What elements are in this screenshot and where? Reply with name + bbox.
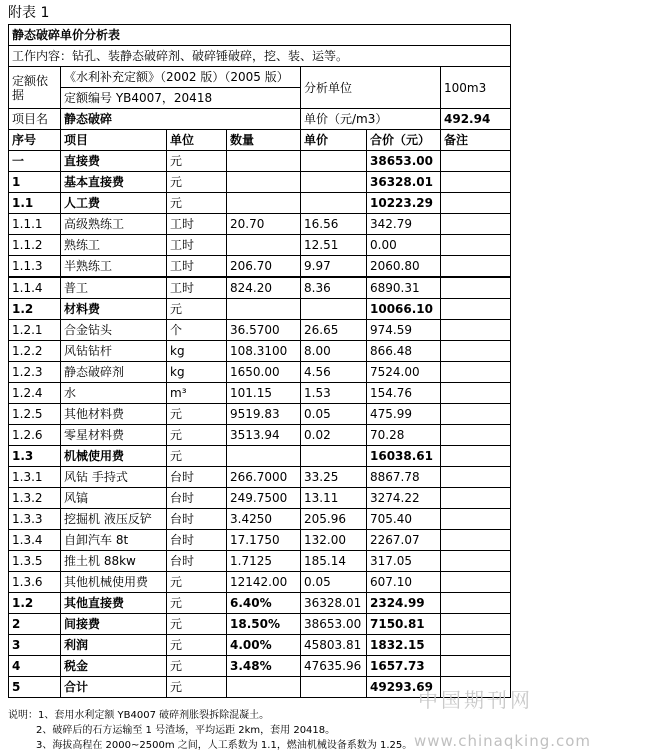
row-total: 8867.78 <box>367 467 441 488</box>
row-unit: 元 <box>167 446 227 467</box>
unit-price-value: 492.94 <box>441 109 511 130</box>
row-qty: 1.7125 <box>227 551 301 572</box>
row-price: 185.14 <box>301 551 367 572</box>
row-remark <box>441 467 511 488</box>
header-remark: 备注 <box>441 130 511 151</box>
row-no: 1.3.5 <box>9 551 61 572</box>
row-qty: 20.70 <box>227 214 301 235</box>
row-unit: 台时 <box>167 530 227 551</box>
row-no: 4 <box>9 656 61 677</box>
row-total: 317.05 <box>367 551 441 572</box>
work-content: 工作内容：钻孔、装静态破碎剂、破碎锤破碎，挖、装、运等。 <box>9 46 511 67</box>
table-row <box>9 383 511 404</box>
row-price: 0.05 <box>301 404 367 425</box>
row-item: 合计 <box>61 677 167 698</box>
row-item: 风钻 手持式 <box>61 467 167 488</box>
row-no: 1.2.3 <box>9 362 61 383</box>
row-unit: 工时 <box>167 235 227 256</box>
row-remark <box>441 151 511 172</box>
row-unit: 台时 <box>167 488 227 509</box>
row-total: 10223.29 <box>367 193 441 214</box>
row-price <box>301 677 367 698</box>
row-remark <box>441 277 511 299</box>
row-price: 33.25 <box>301 467 367 488</box>
row-item: 推土机 88kw <box>61 551 167 572</box>
row-price: 4.56 <box>301 362 367 383</box>
row-unit: 元 <box>167 677 227 698</box>
row-no: 1.2.2 <box>9 341 61 362</box>
row-unit: 台时 <box>167 467 227 488</box>
row-no: 1.1.2 <box>9 235 61 256</box>
row-remark <box>441 635 511 656</box>
row-qty: 1650.00 <box>227 362 301 383</box>
caption: 附表 1 <box>8 5 50 21</box>
row-price: 0.02 <box>301 425 367 446</box>
row-total: 2324.99 <box>367 593 441 614</box>
row-remark <box>441 656 511 677</box>
row-no: 1.1.4 <box>9 277 61 299</box>
row-remark <box>441 530 511 551</box>
basis-label: 定额依据 <box>9 67 61 109</box>
row-qty: 3.4250 <box>227 509 301 530</box>
table-row <box>9 341 511 362</box>
item-name-value: 静态破碎 <box>61 109 301 130</box>
row-price: 8.00 <box>301 341 367 362</box>
row-price: 26.65 <box>301 320 367 341</box>
row-qty <box>227 172 301 193</box>
row-price: 38653.00 <box>301 614 367 635</box>
table-row <box>9 362 511 383</box>
row-remark <box>441 404 511 425</box>
row-remark <box>441 614 511 635</box>
row-qty: 266.7000 <box>227 467 301 488</box>
row-unit: 元 <box>167 151 227 172</box>
row-item: 其他直接费 <box>61 593 167 614</box>
row-unit: 个 <box>167 320 227 341</box>
basis-line-2: 定额编号 YB4007，20418 <box>61 88 301 109</box>
table-row <box>9 172 511 193</box>
row-no: 1.2.6 <box>9 425 61 446</box>
row-item: 其他材料费 <box>61 404 167 425</box>
note-1: 说明：1、套用水利定额 YB4007 破碎剂胀裂拆除混凝土。 <box>8 710 270 721</box>
row-remark <box>441 593 511 614</box>
row-item: 零星材料费 <box>61 425 167 446</box>
row-qty: 17.1750 <box>227 530 301 551</box>
row-item: 半熟练工 <box>61 256 167 278</box>
note-2: 2、破碎后的石方运输至 1 号渣场，平均运距 2km，套用 20418。 <box>36 725 336 736</box>
row-total: 16038.61 <box>367 446 441 467</box>
row-qty: 3.48% <box>227 656 301 677</box>
row-item: 普工 <box>61 277 167 299</box>
row-item: 利润 <box>61 635 167 656</box>
table-row <box>9 299 511 320</box>
table-row <box>9 467 511 488</box>
table-row <box>9 151 511 172</box>
row-unit: 元 <box>167 635 227 656</box>
row-total: 49293.69 <box>367 677 441 698</box>
table-row <box>9 572 511 593</box>
row-price: 8.36 <box>301 277 367 299</box>
row-total: 0.00 <box>367 235 441 256</box>
row-unit: 元 <box>167 614 227 635</box>
row-no: 1.1.1 <box>9 214 61 235</box>
row-total: 38653.00 <box>367 151 441 172</box>
table-row <box>9 446 511 467</box>
row-unit: 元 <box>167 193 227 214</box>
row-qty <box>227 299 301 320</box>
watermark-cn: 中国期刊网 <box>418 688 533 712</box>
table-row <box>9 530 511 551</box>
header-total: 合价（元） <box>367 130 441 151</box>
row-remark <box>441 362 511 383</box>
table-row <box>9 425 511 446</box>
row-qty: 12142.00 <box>227 572 301 593</box>
table-row <box>9 256 511 278</box>
row-remark <box>441 193 511 214</box>
row-price: 13.11 <box>301 488 367 509</box>
row-price: 16.56 <box>301 214 367 235</box>
table-row <box>9 656 511 677</box>
row-item: 间接费 <box>61 614 167 635</box>
row-qty: 249.7500 <box>227 488 301 509</box>
row-item: 熟练工 <box>61 235 167 256</box>
header-item: 项目 <box>61 130 167 151</box>
row-price: 12.51 <box>301 235 367 256</box>
row-item: 人工费 <box>61 193 167 214</box>
table-row <box>9 320 511 341</box>
row-price <box>301 446 367 467</box>
row-price: 205.96 <box>301 509 367 530</box>
header-no: 序号 <box>9 130 61 151</box>
row-unit: 工时 <box>167 214 227 235</box>
row-price <box>301 299 367 320</box>
table-row <box>9 551 511 572</box>
table-title: 静态破碎单价分析表 <box>9 25 511 46</box>
row-price <box>301 193 367 214</box>
row-total: 2267.07 <box>367 530 441 551</box>
header-qty: 数量 <box>227 130 301 151</box>
row-unit: kg <box>167 362 227 383</box>
row-no: 1.3.1 <box>9 467 61 488</box>
row-qty: 3513.94 <box>227 425 301 446</box>
row-unit: 元 <box>167 299 227 320</box>
row-price: 45803.81 <box>301 635 367 656</box>
row-no: 1.2 <box>9 593 61 614</box>
row-price: 36328.01 <box>301 593 367 614</box>
row-no: 2 <box>9 614 61 635</box>
row-remark <box>441 509 511 530</box>
row-remark <box>441 256 511 278</box>
row-unit: kg <box>167 341 227 362</box>
row-unit: 台时 <box>167 551 227 572</box>
row-qty: 206.70 <box>227 256 301 278</box>
table-row <box>9 509 511 530</box>
row-unit: 工时 <box>167 277 227 299</box>
row-item: 挖掘机 液压反铲 <box>61 509 167 530</box>
table-row <box>9 277 511 299</box>
row-item: 风镐 <box>61 488 167 509</box>
row-no: 一 <box>9 151 61 172</box>
row-remark <box>441 488 511 509</box>
row-no: 3 <box>9 635 61 656</box>
table-row <box>9 635 511 656</box>
header-unit: 单位 <box>167 130 227 151</box>
row-total: 1832.15 <box>367 635 441 656</box>
row-unit: m³ <box>167 383 227 404</box>
row-item: 合金钻头 <box>61 320 167 341</box>
row-remark <box>441 214 511 235</box>
table-row <box>9 488 511 509</box>
row-total: 154.76 <box>367 383 441 404</box>
row-qty <box>227 677 301 698</box>
row-item: 材料费 <box>61 299 167 320</box>
table-row <box>9 193 511 214</box>
table-row <box>9 404 511 425</box>
row-remark <box>441 320 511 341</box>
table-row <box>9 614 511 635</box>
row-remark <box>441 172 511 193</box>
row-no: 1 <box>9 172 61 193</box>
row-qty: 6.40% <box>227 593 301 614</box>
row-no: 1.2.5 <box>9 404 61 425</box>
row-total: 6890.31 <box>367 277 441 299</box>
row-no: 1.3.3 <box>9 509 61 530</box>
row-remark <box>441 383 511 404</box>
row-item: 风钻钻杆 <box>61 341 167 362</box>
basis-line-1: 《水利补充定额》（2002 版）（2005 版） <box>61 67 301 88</box>
table-row <box>9 593 511 614</box>
row-total: 705.40 <box>367 509 441 530</box>
row-remark <box>441 341 511 362</box>
row-total: 3274.22 <box>367 488 441 509</box>
header-row <box>9 130 511 151</box>
row-remark <box>441 551 511 572</box>
unit-price-label: 单价（元/m3） <box>301 109 441 130</box>
row-item: 静态破碎剂 <box>61 362 167 383</box>
row-item: 自卸汽车 8t <box>61 530 167 551</box>
row-qty: 18.50% <box>227 614 301 635</box>
unit-price-table <box>8 24 511 698</box>
row-total: 866.48 <box>367 341 441 362</box>
row-unit: 元 <box>167 656 227 677</box>
row-unit: 元 <box>167 172 227 193</box>
row-no: 1.3.2 <box>9 488 61 509</box>
table-row <box>9 214 511 235</box>
row-remark <box>441 572 511 593</box>
row-qty: 36.5700 <box>227 320 301 341</box>
row-qty <box>227 235 301 256</box>
row-qty <box>227 151 301 172</box>
row-price <box>301 172 367 193</box>
row-total: 475.99 <box>367 404 441 425</box>
row-total: 607.10 <box>367 572 441 593</box>
row-unit: 元 <box>167 572 227 593</box>
row-no: 1.3 <box>9 446 61 467</box>
row-remark <box>441 425 511 446</box>
row-no: 1.3.4 <box>9 530 61 551</box>
row-remark <box>441 446 511 467</box>
row-qty <box>227 193 301 214</box>
note-3: 3、海拔高程在 2000~2500m 之间，人工系数为 1.1，燃油机械设备系数为 1.25。 <box>36 740 413 751</box>
row-price: 132.00 <box>301 530 367 551</box>
header-price: 单价 <box>301 130 367 151</box>
row-item: 其他机械使用费 <box>61 572 167 593</box>
watermark-url: www.chinaqking.com <box>414 732 592 750</box>
row-total: 7150.81 <box>367 614 441 635</box>
row-price: 0.05 <box>301 572 367 593</box>
row-no: 1.3.6 <box>9 572 61 593</box>
row-remark <box>441 235 511 256</box>
row-total: 7524.00 <box>367 362 441 383</box>
row-no: 1.2.4 <box>9 383 61 404</box>
row-price: 47635.96 <box>301 656 367 677</box>
row-item: 税金 <box>61 656 167 677</box>
row-total: 36328.01 <box>367 172 441 193</box>
table-row <box>9 235 511 256</box>
row-total: 10066.10 <box>367 299 441 320</box>
row-no: 1.2 <box>9 299 61 320</box>
row-qty: 9519.83 <box>227 404 301 425</box>
row-item: 机械使用费 <box>61 446 167 467</box>
row-no: 5 <box>9 677 61 698</box>
row-no: 1.1 <box>9 193 61 214</box>
row-price: 9.97 <box>301 256 367 278</box>
row-total: 2060.80 <box>367 256 441 278</box>
row-price: 1.53 <box>301 383 367 404</box>
row-unit: 台时 <box>167 509 227 530</box>
row-remark <box>441 299 511 320</box>
row-item: 直接费 <box>61 151 167 172</box>
row-no: 1.2.1 <box>9 320 61 341</box>
row-qty: 108.3100 <box>227 341 301 362</box>
analysis-unit-value: 100m3 <box>441 67 511 109</box>
row-qty: 4.00% <box>227 635 301 656</box>
row-unit: 工时 <box>167 256 227 278</box>
row-qty: 101.15 <box>227 383 301 404</box>
item-name-label: 项目名 <box>9 109 61 130</box>
row-qty: 824.20 <box>227 277 301 299</box>
row-total: 974.59 <box>367 320 441 341</box>
row-total: 1657.73 <box>367 656 441 677</box>
row-unit: 元 <box>167 425 227 446</box>
row-unit: 元 <box>167 593 227 614</box>
row-price <box>301 151 367 172</box>
row-total: 342.79 <box>367 214 441 235</box>
row-item: 水 <box>61 383 167 404</box>
row-qty <box>227 446 301 467</box>
row-item: 基本直接费 <box>61 172 167 193</box>
analysis-unit-label: 分析单位 <box>301 67 441 109</box>
row-unit: 元 <box>167 404 227 425</box>
row-no: 1.1.3 <box>9 256 61 278</box>
row-item: 高级熟练工 <box>61 214 167 235</box>
row-total: 70.28 <box>367 425 441 446</box>
